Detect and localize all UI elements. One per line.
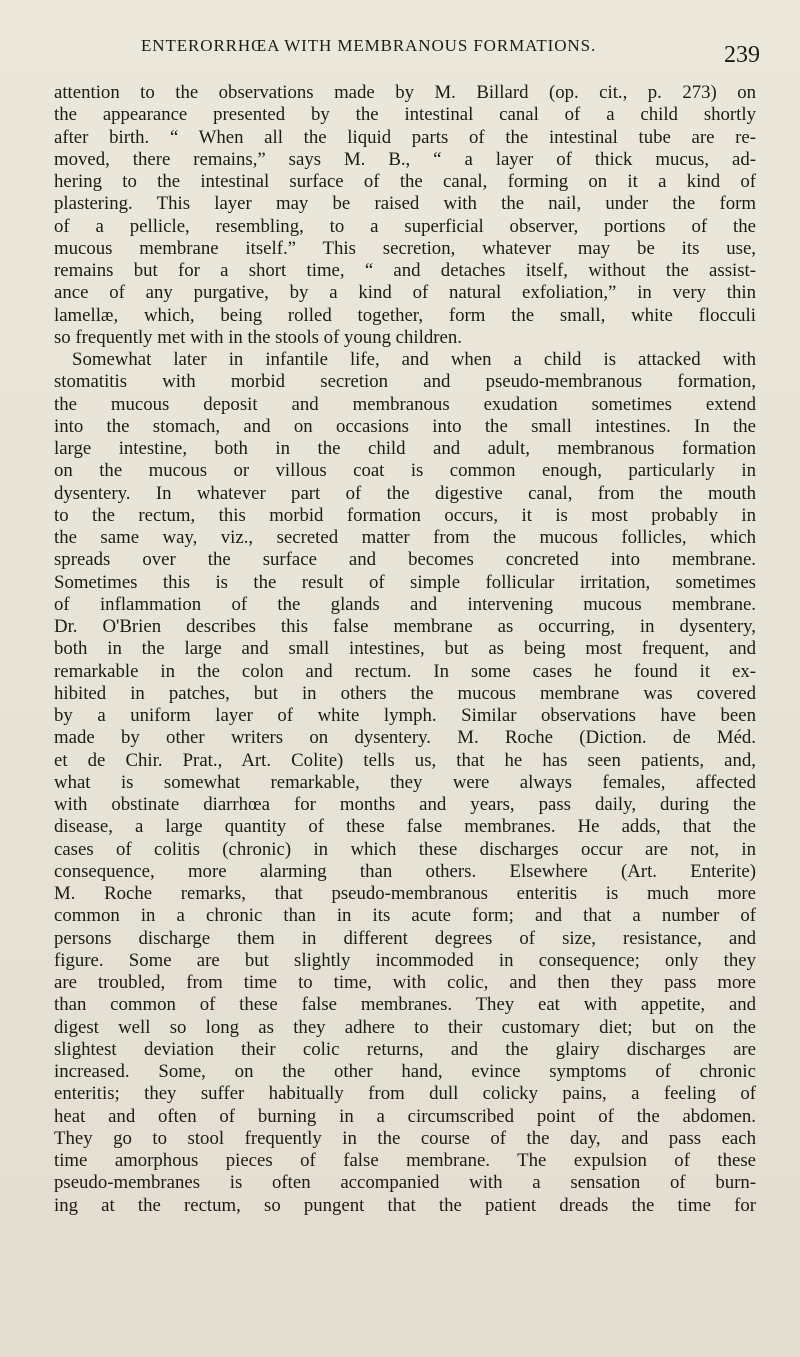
text-line: et de Chir. Prat., Art. Colite) tells us, that he has seen patients, and, xyxy=(54,749,756,771)
text-line: large intestine, both in the child and adult, membranous formation xyxy=(54,438,756,459)
text-line: of a pellicle, resembling, to a superficial observer, portions of the xyxy=(54,215,756,237)
text-line: hibited in patches, but in others the mucous membrane was covered xyxy=(54,682,756,704)
text-line: stomatitis with morbid secretion and pseudo-membranous formation, xyxy=(54,371,756,393)
text-line: than common of these false membranes. They eat with appetite, and xyxy=(54,994,756,1016)
text-line: after birth. “ When all the liquid parts of the intestinal tube are re- xyxy=(54,126,756,148)
text-line: the same way, viz., secreted matter from the mucous follicles, which xyxy=(54,527,756,548)
text-line: hering to the intestinal surface of the canal, forming on it a kind of xyxy=(54,171,756,192)
text-line: Dr. O'Brien describes this false membrane as occurring, in dysentery, xyxy=(54,616,756,637)
text-line: of inflammation of the glands and intervening mucous membrane. xyxy=(54,593,756,615)
text-line: with obstinate diarrhœa for months and years, pass daily, during the xyxy=(54,794,756,815)
text-line: increased. Some, on the other hand, evince symptoms of chronic xyxy=(54,1061,756,1082)
text-line: what is somewhat remarkable, they were always females, affected xyxy=(54,771,756,793)
text-line: They go to stool frequently in the course of the day, and pass each xyxy=(54,1127,756,1149)
text-line: enteritis; they suffer habitually from dull colicky pains, a feeling of xyxy=(54,1083,756,1105)
text-line: mucous membrane itself.” This secretion, whatever may be its use, xyxy=(54,237,756,259)
text-line: persons discharge them in different degrees of size, resistance, and xyxy=(54,927,756,949)
running-head xyxy=(0,36,800,76)
text-line: remarkable in the colon and rectum. In some cases he found it ex- xyxy=(54,660,756,682)
text-line: spreads over the surface and becomes concreted into membrane. xyxy=(54,549,756,571)
text-line: remains but for a short time, “ and detaches itself, without the assist- xyxy=(54,260,756,281)
text-line: the mucous deposit and membranous exudation sometimes extend xyxy=(54,393,756,415)
text-line: on the mucous or villous coat is common enough, particularly in xyxy=(54,460,756,482)
text-line: plastering. This layer may be raised with the nail, under the form xyxy=(54,193,756,215)
text-line: ance of any purgative, by a kind of natural exfoliation,” in very thin xyxy=(54,282,756,304)
text-line: attention to the observations made by M. Billard (op. cit., p. 273) on xyxy=(54,82,756,103)
running-title: ENTERORRHŒA WITH MEMBRANOUS FORMATIONS. xyxy=(141,36,597,55)
text-line: by a uniform layer of white lymph. Similar observations have been xyxy=(54,705,756,726)
text-line: M. Roche remarks, that pseudo-membranous enteritis is much more xyxy=(54,883,756,904)
page-number: 239 xyxy=(724,42,760,68)
text-line: to the rectum, this morbid formation occurs, it is most probably in xyxy=(54,504,756,526)
text-line: so frequently met with in the stools of young children. xyxy=(54,326,462,348)
text-line: ing at the rectum, so pungent that the patient dreads the time for xyxy=(54,1194,756,1216)
text-line: digest well so long as they adhere to their customary diet; but on the xyxy=(54,1016,756,1038)
text-line: slightest deviation their colic returns, and the glairy discharges are xyxy=(54,1038,756,1060)
text-line: Sometimes this is the result of simple follicular irritation, sometimes xyxy=(54,571,756,593)
text-line: the appearance presented by the intestinal canal of a child shortly xyxy=(54,104,756,126)
text-line: time amorphous pieces of false membrane. The expulsion of these xyxy=(54,1150,756,1171)
text-line: consequence, more alarming than others. Elsewhere (Art. Enterite) xyxy=(54,860,756,882)
text-line: moved, there remains,” says M. B., “ a layer of thick mucus, ad- xyxy=(54,148,756,170)
text-line: cases of colitis (chronic) in which these discharges occur are not, in xyxy=(54,838,756,860)
text-line: both in the large and small intestines, but as being most frequent, and xyxy=(54,638,756,660)
text-line: pseudo-membranes is often accompanied with a sensation of burn- xyxy=(54,1172,756,1194)
text-line: dysentery. In whatever part of the digestive canal, from the mouth xyxy=(54,482,756,504)
text-line: into the stomach, and on occasions into the small intestines. In the xyxy=(54,415,756,437)
text-body xyxy=(54,82,756,1217)
text-line: figure. Some are but slightly incommoded in consequence; only they xyxy=(54,949,756,971)
text-line: lamellæ, which, being rolled together, form the small, white flocculi xyxy=(54,304,756,326)
text-line: made by other writers on dysentery. M. Roche (Diction. de Méd. xyxy=(54,727,756,749)
text-line: disease, a large quantity of these false membranes. He adds, that the xyxy=(54,816,756,838)
text-line: heat and often of burning in a circumscribed point of the abdomen. xyxy=(54,1105,756,1127)
paragraph-start-line: Somewhat later in infantile life, and when a child is attacked with xyxy=(72,349,756,370)
text-line: are troubled, from time to time, with colic, and then they pass more xyxy=(54,972,756,993)
text-line: common in a chronic than in its acute form; and that a number of xyxy=(54,905,756,927)
